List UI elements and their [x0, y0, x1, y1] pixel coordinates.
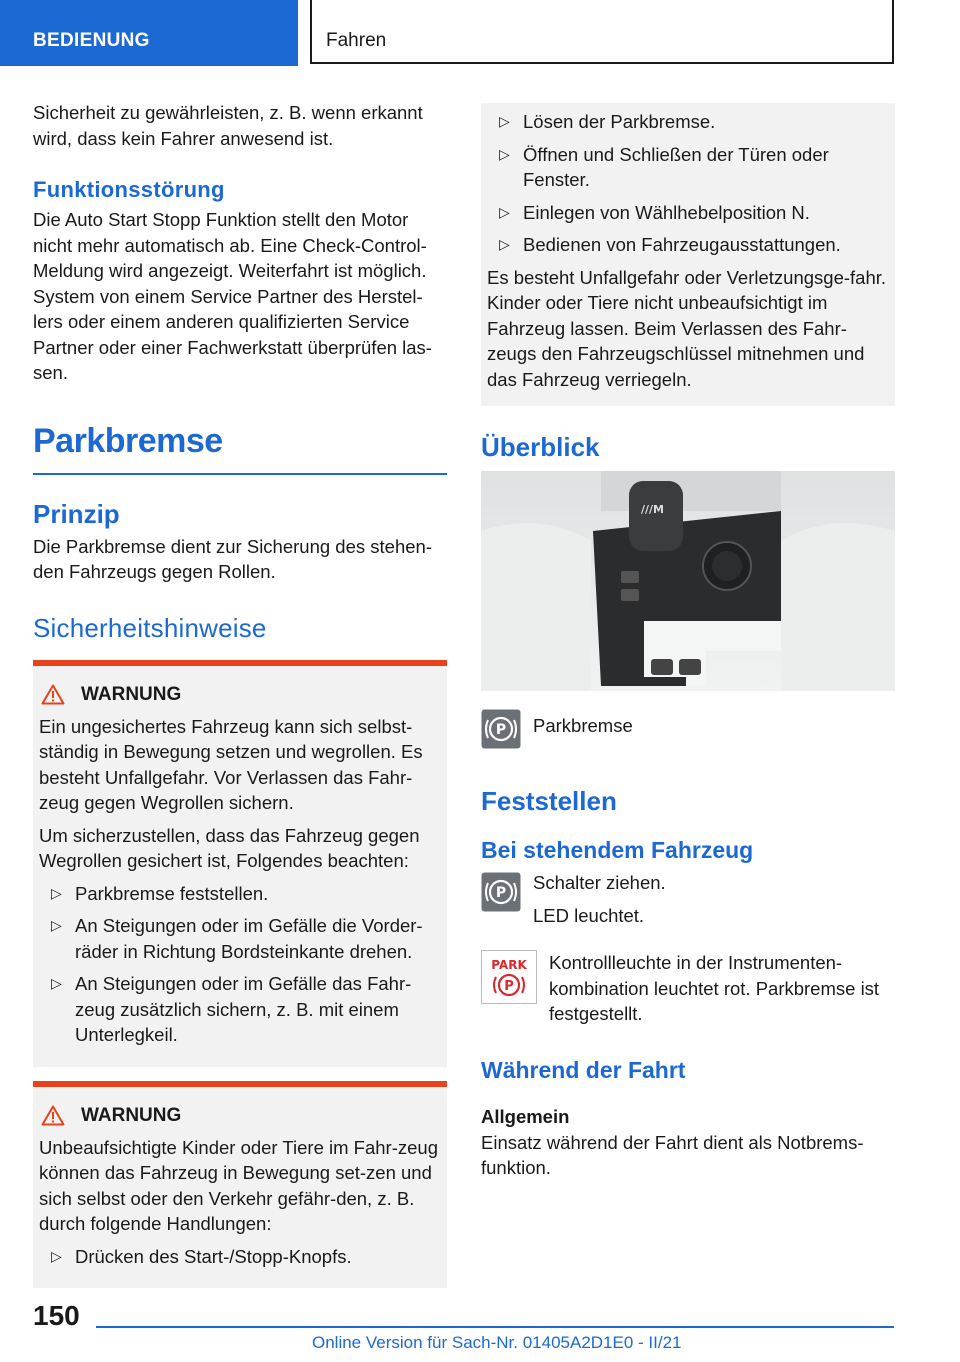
- general-text: Einsatz während der Fahrt dient als Notbrems-funktion.: [481, 1131, 864, 1178]
- stationary-text: [533, 870, 666, 928]
- footer-rule: [96, 1326, 894, 1328]
- section-label: Fahren: [326, 30, 387, 51]
- console-illustration: [481, 471, 895, 691]
- chapter-label: BEDIENUNG: [33, 30, 150, 51]
- left-column: [33, 100, 447, 1288]
- list-item: ▷ An Steigungen oder im Gefälle das Fahr-zeug zusätzlich sichern, z. B. mit einem Unterlegkeil.: [39, 971, 441, 1048]
- principle-heading: Prinzip: [33, 498, 120, 529]
- fault-text: Die Auto Start Stopp Funktion stellt den Motor nicht mehr automatisch ab. Eine Check-Control-Meldung wird angezeigt. Weiterfahrt ist möglich. System von einem Service Partner des Herstel-lers oder einem anderen qualifizierten Service Partner oder einer Fachwerkstatt überprüfen las-sen.: [33, 209, 432, 383]
- list-item: ▷ Öffnen und Schließen der Türen oder Fenster.: [487, 142, 889, 193]
- parking-brake-caption: Parkbremse: [533, 715, 633, 736]
- stationary-heading: Bei stehendem Fahrzeug: [481, 837, 754, 863]
- safety-heading: Sicherheitshinweise: [33, 612, 267, 643]
- park-warning-light-icon: [481, 950, 537, 1009]
- parking-brake-icon: [481, 709, 521, 754]
- warning-triangle-icon: [41, 684, 65, 705]
- svg-text:P: P: [495, 722, 507, 738]
- footer-online-text: Online Version für Sach-Nr. 01405A2D1E0 - II/21: [312, 1333, 682, 1352]
- warning-title-1: [41, 684, 441, 706]
- warning-box-1: [33, 660, 447, 1067]
- apply-heading: Feststellen: [481, 786, 617, 816]
- svg-text:P: P: [504, 979, 514, 994]
- warning1-text-1: Ein ungesichertes Fahrzeug kann sich selbst-ständig in Bewegung setzen und wegrollen. Es besteht Unfallgefahr. Vor Verlassen das Fahr-zeug gegen Wegrollen sichern.: [39, 715, 423, 813]
- warning-box-2: [33, 1081, 447, 1289]
- parking-brake-legend: [481, 709, 895, 754]
- warning2-list: [39, 1244, 441, 1270]
- warning-title-2: [41, 1105, 441, 1127]
- continuation-list: [487, 107, 889, 258]
- park-icon-label: PARK: [491, 958, 527, 972]
- right-column: [481, 103, 895, 1181]
- driving-heading: Während der Fahrt: [481, 1056, 686, 1083]
- stationary-instruction: [481, 870, 895, 928]
- list-item: ▷ Bedienen von Fahrzeugausstattungen.: [487, 232, 889, 258]
- led-text: LED leuchtet.: [533, 904, 645, 926]
- warning-label-2: WARNUNG: [81, 1104, 182, 1126]
- section-tab: [310, 0, 894, 64]
- page-number: 150: [33, 1300, 80, 1331]
- svg-text:P: P: [495, 885, 507, 901]
- warning1-text-2: Um sicherzustellen, dass das Fahrzeug gegen Wegrollen gesichert ist, Folgendes beachten:: [39, 824, 420, 871]
- center-console-photo: [481, 471, 895, 691]
- intro-text: Sicherheit zu gewährleisten, z. B. wenn erkannt wird, dass kein Fahrer anwesend ist.: [33, 102, 423, 149]
- parking-brake-icon: [481, 872, 521, 917]
- park-light-info: [481, 950, 895, 1027]
- warning-continuation-box: [481, 103, 895, 406]
- overview-heading: Überblick: [481, 432, 600, 462]
- principle-text: Die Parkbremse dient zur Sicherung des stehen-den Fahrzeugs gegen Rollen.: [33, 535, 432, 582]
- warning-triangle-icon: [41, 1105, 65, 1126]
- pull-switch-text: Schalter ziehen.: [533, 872, 666, 893]
- park-light-text: Kontrollleuchte in der Instrumenten-kombination leuchtet rot. Parkbremse ist festgestellt.: [549, 952, 880, 1024]
- warning1-list: [39, 881, 441, 1048]
- warning2-text-1: Unbeaufsichtigte Kinder oder Tiere im Fahr-zeug können das Fahrzeug in Bewegung set-zen und sich selbst oder den Verkehr gefähr-den, z. B. durch folgende Handlungen:: [39, 1136, 438, 1234]
- list-item: ▷ Lösen der Parkbremse.: [487, 109, 889, 135]
- list-item: ▷ Einlegen von Wählhebelposition N.: [487, 200, 889, 226]
- list-item: ▷ An Steigungen oder im Gefälle die Vorder-räder in Richtung Bordsteinkante drehen.: [39, 913, 441, 964]
- continuation-text: Es besteht Unfallgefahr oder Verletzungsge-fahr. Kinder oder Tiere nicht unbeaufsichtigt im Fahrzeug lassen. Beim Verlassen des Fahr-zeugs den Fahrzeugschlüssel mitnehmen und das Fahrzeug verriegeln.: [487, 266, 887, 390]
- page-title: Parkbremse: [33, 422, 447, 475]
- list-item: ▷ Drücken des Start-/Stopp-Knopfs.: [39, 1244, 441, 1270]
- warning-label-1: WARNUNG: [81, 683, 182, 705]
- general-heading: Allgemein: [481, 1105, 570, 1127]
- fault-heading: Funktionsstörung: [33, 177, 225, 202]
- list-item: ▷ Parkbremse feststellen.: [39, 881, 441, 907]
- svg-text:///M: ///M: [641, 503, 664, 516]
- chapter-tab: [0, 0, 298, 66]
